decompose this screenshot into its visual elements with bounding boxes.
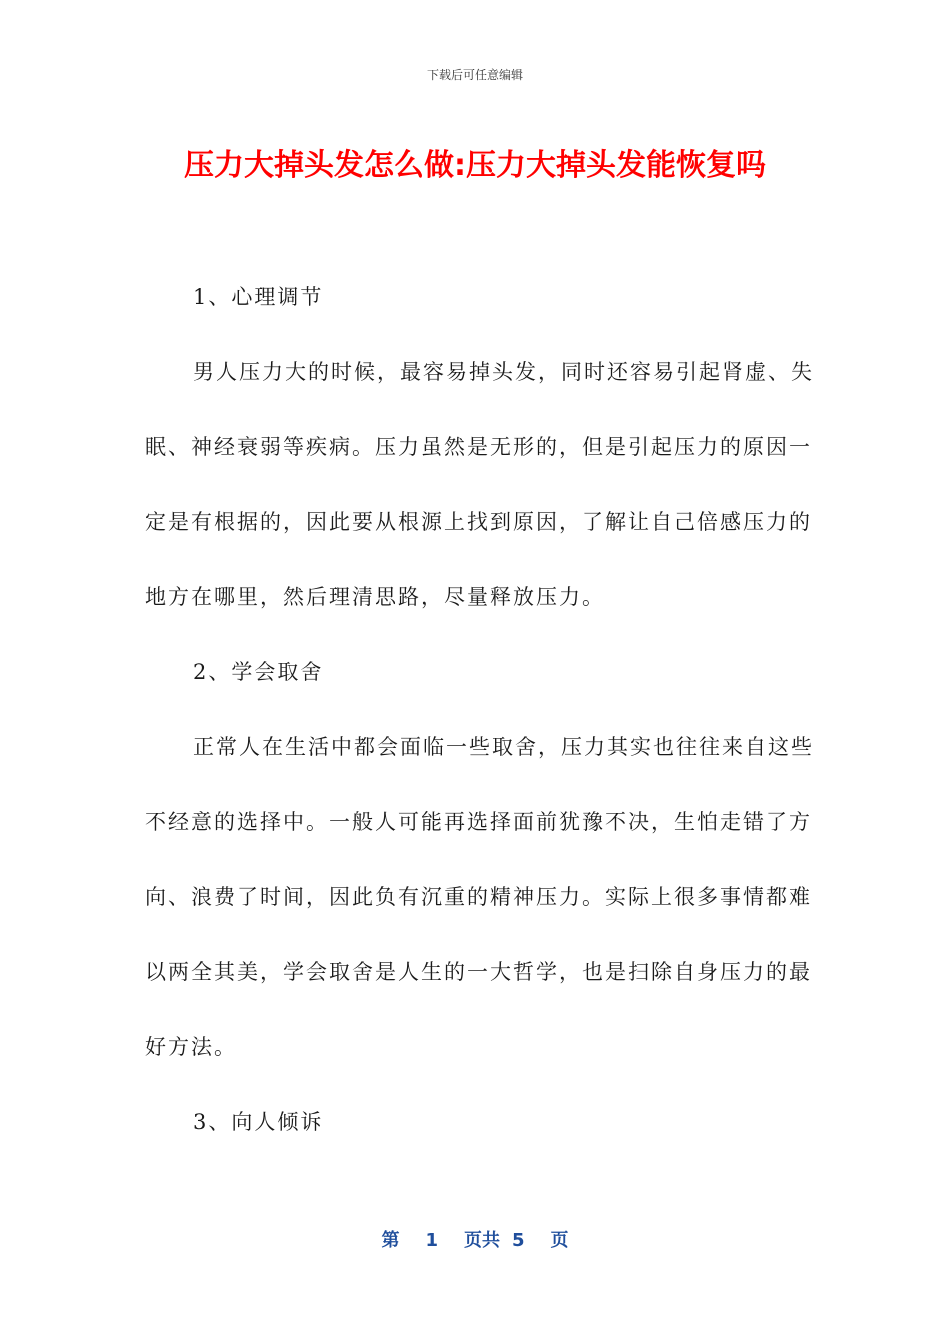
document-body: [145, 260, 815, 1160]
page-label-suffix: 页: [550, 1230, 569, 1251]
current-page-number: 1: [425, 1230, 438, 1251]
section-body-2: 正常人在生活中都会面临一些取舍，压力其实也往往来自这些不经意的选择中。一般人可能再选择面前犹豫不决，生怕走错了方向、浪费了时间，因此负有沉重的精神压力。实际上很多事情都难以两全其美，学会取舍是人生的一大哲学，也是扫除自身压力的最好方法。: [145, 735, 814, 1059]
section-heading-1: 1、心理调节: [193, 285, 324, 309]
header-note: 下载后可任意编辑: [426, 68, 523, 82]
page-label-mid: 页共: [464, 1230, 500, 1251]
section-heading-2: 2、学会取舍: [193, 660, 324, 684]
total-pages-number: 5: [512, 1230, 525, 1251]
page-footer: [0, 1226, 950, 1252]
page-label-prefix: 第: [381, 1230, 400, 1251]
section-body-1: 男人压力大的时候，最容易掉头发，同时还容易引起肾虚、失眠、神经衰弱等疾病。压力虽然是无形的，但是引起压力的原因一定是有根据的，因此要从根源上找到原因，了解让自己倍感压力的地方在哪里，然后理清思路，尽量释放压力。: [145, 360, 814, 609]
document-title: 压力大掉头发怎么做:压力大掉头发能恢复吗: [184, 148, 766, 183]
section-heading-3: 3、向人倾诉: [193, 1110, 324, 1134]
